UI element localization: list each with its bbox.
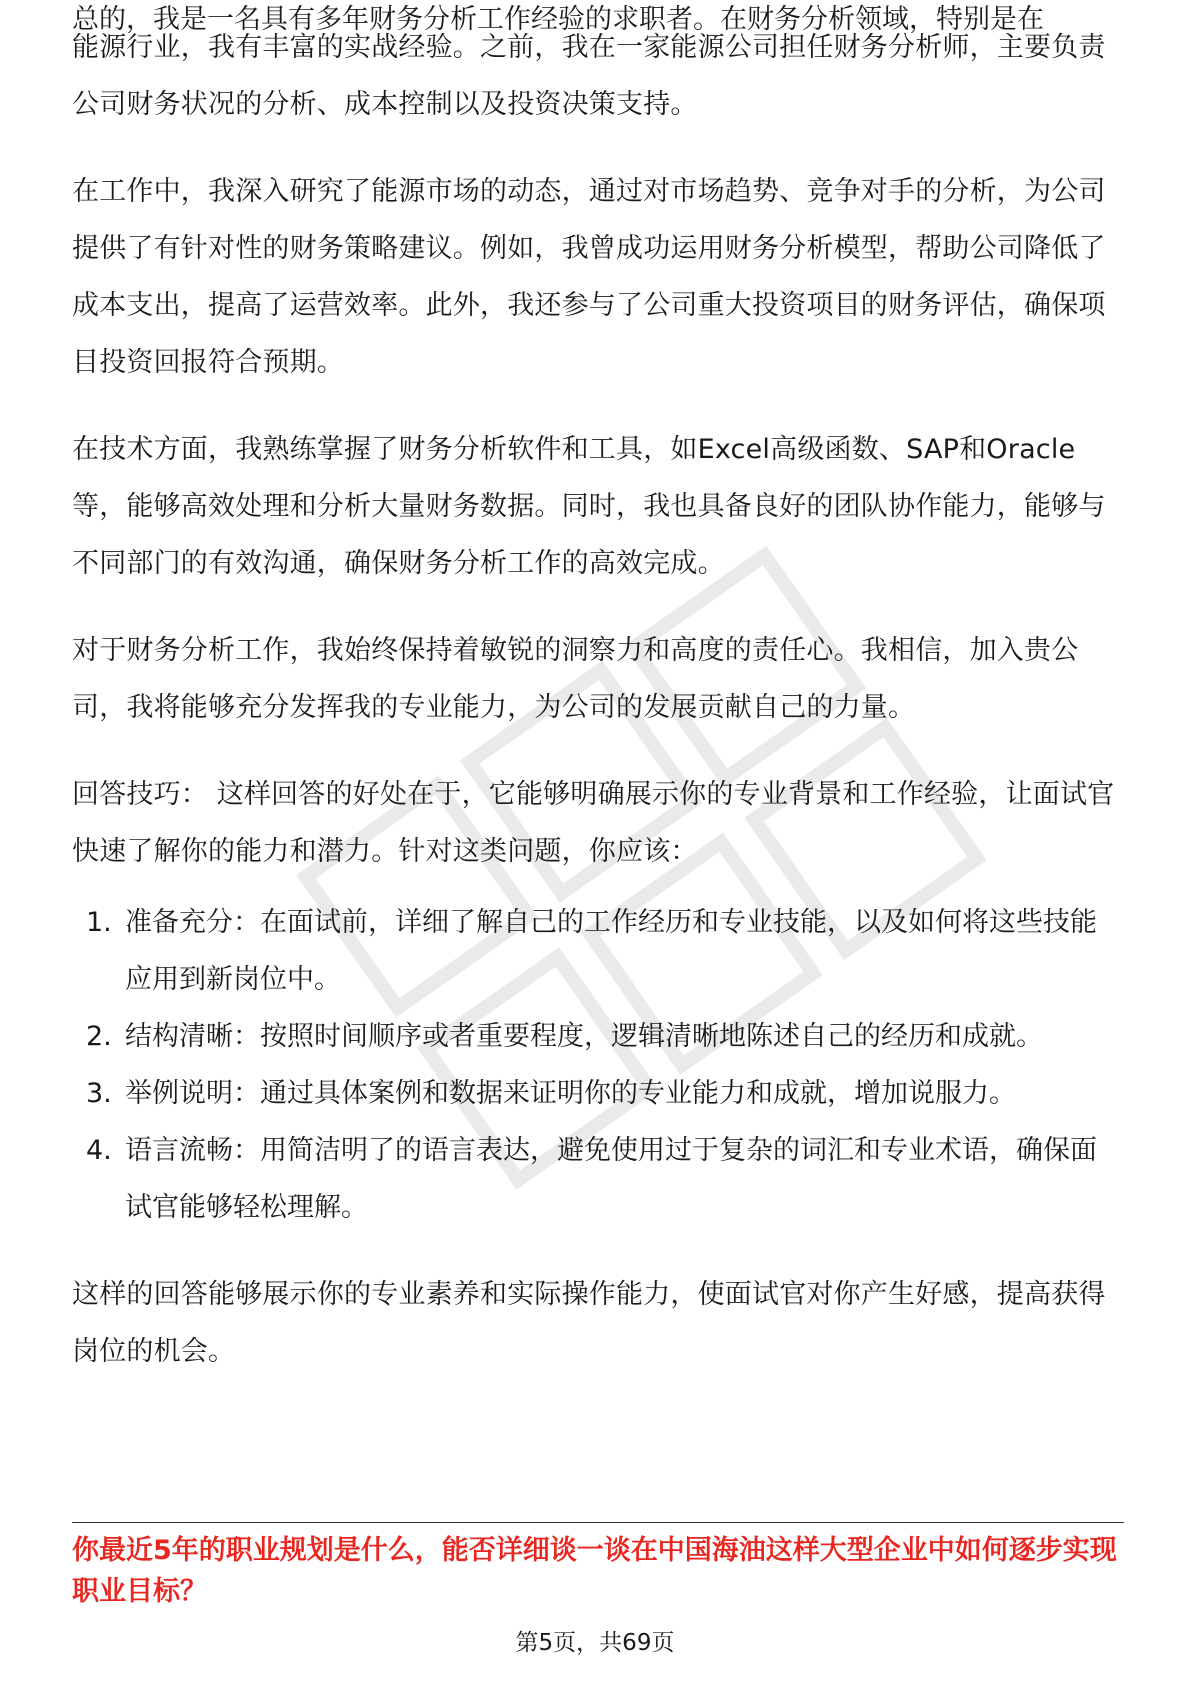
paragraph-1: 能源行业，我有丰富的实战经验。之前，我在一家能源公司担任财务分析师，主要负责公司财务状况的分析、成本控制以及投资决策支持。: [72, 32, 1106, 120]
list-number: 2.: [86, 1021, 112, 1052]
list-item: [72, 1008, 1117, 1065]
list-text: 结构清晰：按照时间顺序或者重要程度，逻辑清晰地陈述自己的经历和成就。: [125, 1021, 1043, 1052]
paragraph-3: 在技术方面，我熟练掌握了财务分析软件和工具，如Excel高级函数、SAP和Oracle等，能够高效处理和分析大量财务数据。同时，我也具备良好的团队协作能力，能够与不同部门的有效沟通，确保财务分析工作的高效完成。: [72, 434, 1106, 579]
page-footer: 第5页，共69页: [515, 1630, 675, 1656]
answer-tips-intro: 回答技巧： 这样回答的好处在于，它能够明确展示你的专业背景和工作经验，让面试官快速了解你的能力和潜力。针对这类问题，你应该：: [72, 779, 1115, 867]
list-text: 准备充分：在面试前，详细了解自己的工作经历和专业技能，以及如何将这些技能应用到新岗位中。: [125, 907, 1097, 995]
partial-top-line: 总的，我是一名具有多年财务分析工作经验的求职者。在财务分析领域，特别是在: [72, 4, 1044, 35]
main-content: [72, 4, 1117, 1410]
list-number: 3.: [86, 1078, 112, 1109]
paragraph-4: 对于财务分析工作，我始终保持着敏锐的洞察力和高度的责任心。我相信，加入贵公司，我将能够充分发挥我的专业能力，为公司的发展贡献自己的力量。: [72, 635, 1079, 723]
list-text: 语言流畅：用简洁明了的语言表达，避免使用过于复杂的词汇和专业术语，确保面试官能够轻松理解。: [125, 1135, 1097, 1223]
list-number: 4.: [86, 1135, 112, 1166]
list-item: [72, 894, 1117, 1008]
list-number: 1.: [86, 907, 112, 938]
next-question-heading: 你最近5年的职业规划是什么，能否详细谈一谈在中国海油这样大型企业中如何逐步实现职业目标？: [72, 1535, 1117, 1607]
list-item: [72, 1065, 1117, 1122]
section-divider: [72, 1522, 1124, 1523]
tips-list: [72, 894, 1117, 1236]
paragraph-2: 在工作中，我深入研究了能源市场的动态，通过对市场趋势、竞争对手的分析，为公司提供了有针对性的财务策略建议。例如，我曾成功运用财务分析模型，帮助公司降低了成本支出，提高了运营效率。此外，我还参与了公司重大投资项目的财务评估，确保项目投资回报符合预期。: [72, 176, 1106, 378]
list-item: [72, 1122, 1117, 1236]
list-text: 举例说明：通过具体案例和数据来证明你的专业能力和成就，增加说服力。: [125, 1078, 1016, 1109]
closing-paragraph: 这样的回答能够展示你的专业素养和实际操作能力，使面试官对你产生好感，提高获得岗位的机会。: [72, 1279, 1106, 1367]
